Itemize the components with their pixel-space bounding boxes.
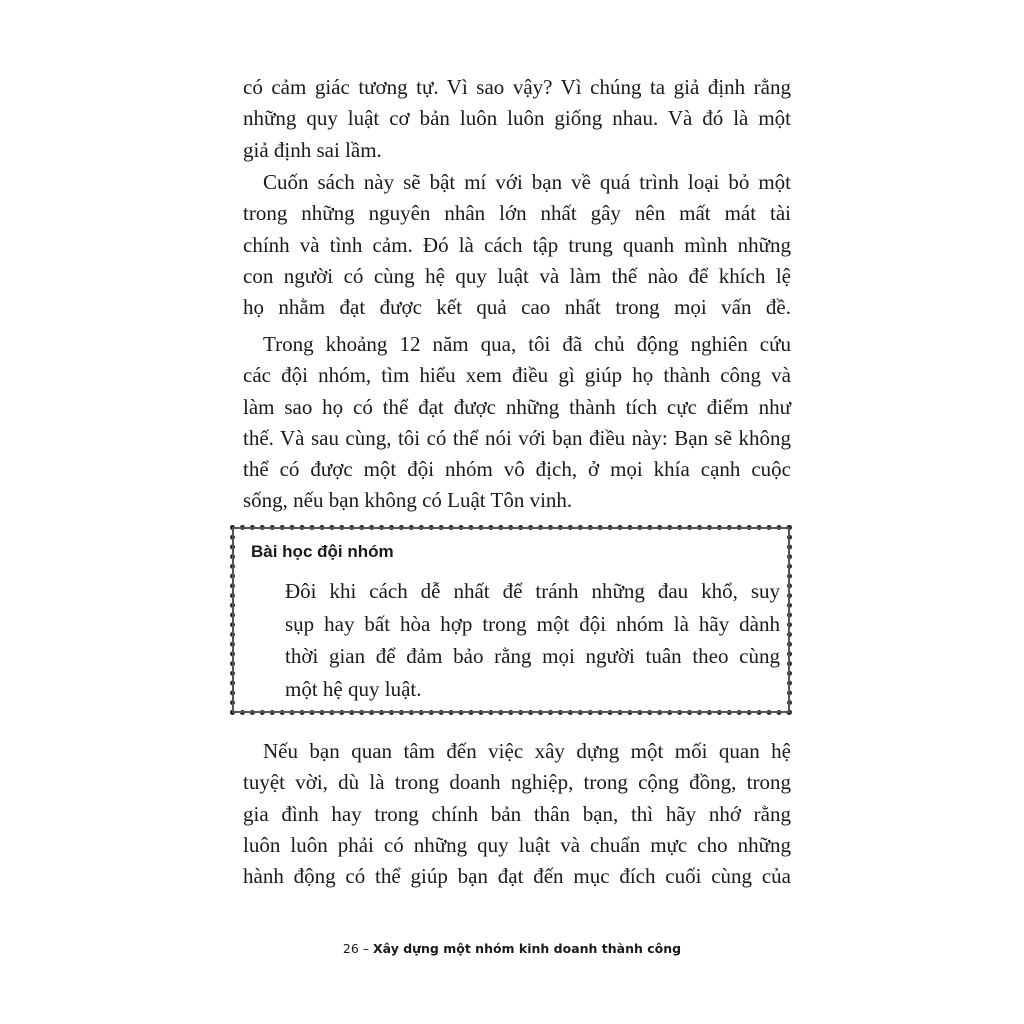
text-line: tuyệt vời, dù là trong doanh nghiệp, trong cộng đồng, trong <box>243 770 791 795</box>
text-line: con người có cùng hệ quy luật và làm thế nào để khích lệ <box>243 263 791 288</box>
text-line: Nếu bạn quan tâm đến việc xây dựng một mối quan hệ <box>263 739 791 763</box>
page-footer <box>0 941 1024 956</box>
book-title: Xây dựng một nhóm kinh doanh thành công <box>373 941 682 956</box>
page-number: 26 – <box>342 941 370 956</box>
text-line: thời gian để đảm bảo rằng mọi người tuân theo cùng <box>285 644 780 668</box>
text-line: thế. Và sau cùng, tôi có thể nói với bạn điều này: Bạn sẽ không <box>243 425 791 450</box>
paragraph-1 <box>243 72 791 166</box>
text-line: thể có được một đội nhóm vô địch, ở mọi khía cạnh cuộc <box>243 457 791 482</box>
paragraph-3 <box>243 329 791 517</box>
lesson-box <box>230 525 792 715</box>
text-line: những quy luật cơ bản luôn luôn giống nhau. Và đó là một <box>243 106 791 131</box>
text-line: Đôi khi cách dễ nhất để tránh những đau khổ, suy <box>285 579 780 603</box>
paragraph-4 <box>243 736 791 892</box>
lesson-box-title: Bài học đội nhóm <box>251 542 394 561</box>
text-line: Cuốn sách này sẽ bật mí với bạn về quá trình loại bỏ một <box>263 170 791 194</box>
lesson-box-body <box>285 575 780 705</box>
text-line: trong những nguyên nhân lớn nhất gây nên mất mát tài <box>243 201 791 226</box>
text-line: hành động có thể giúp bạn đạt đến mục đích cuối cùng của <box>243 864 791 889</box>
paragraph-2 <box>243 167 791 323</box>
text-line: có cảm giác tương tự. Vì sao vậy? Vì chúng ta giả định rằng <box>243 75 791 99</box>
text-line: họ nhằm đạt được kết quả cao nhất trong mọi vấn đề. <box>243 295 791 320</box>
text-line: gia đình hay trong chính bản thân bạn, thì hãy nhớ rằng <box>243 801 791 826</box>
text-line: luôn luôn phải có những quy luật và chuẩn mực cho những <box>243 832 791 857</box>
text-line: các đội nhóm, tìm hiểu xem điều gì giúp họ thành công và <box>243 363 791 388</box>
text-line: chính và tình cảm. Đó là cách tập trung quanh mình những <box>243 232 791 257</box>
text-line: giả định sai lầm. <box>243 137 382 162</box>
text-line: làm sao họ có thể đạt được những thành tích cực điểm như <box>243 394 791 419</box>
text-line: sụp hay bất hòa hợp trong một đội nhóm là hãy dành <box>285 611 780 636</box>
text-line: Trong khoảng 12 năm qua, tôi đã chủ động nghiên cứu <box>263 332 791 356</box>
text-line: một hệ quy luật. <box>285 676 422 701</box>
text-line: sống, nếu bạn không có Luật Tôn vinh. <box>243 488 573 513</box>
